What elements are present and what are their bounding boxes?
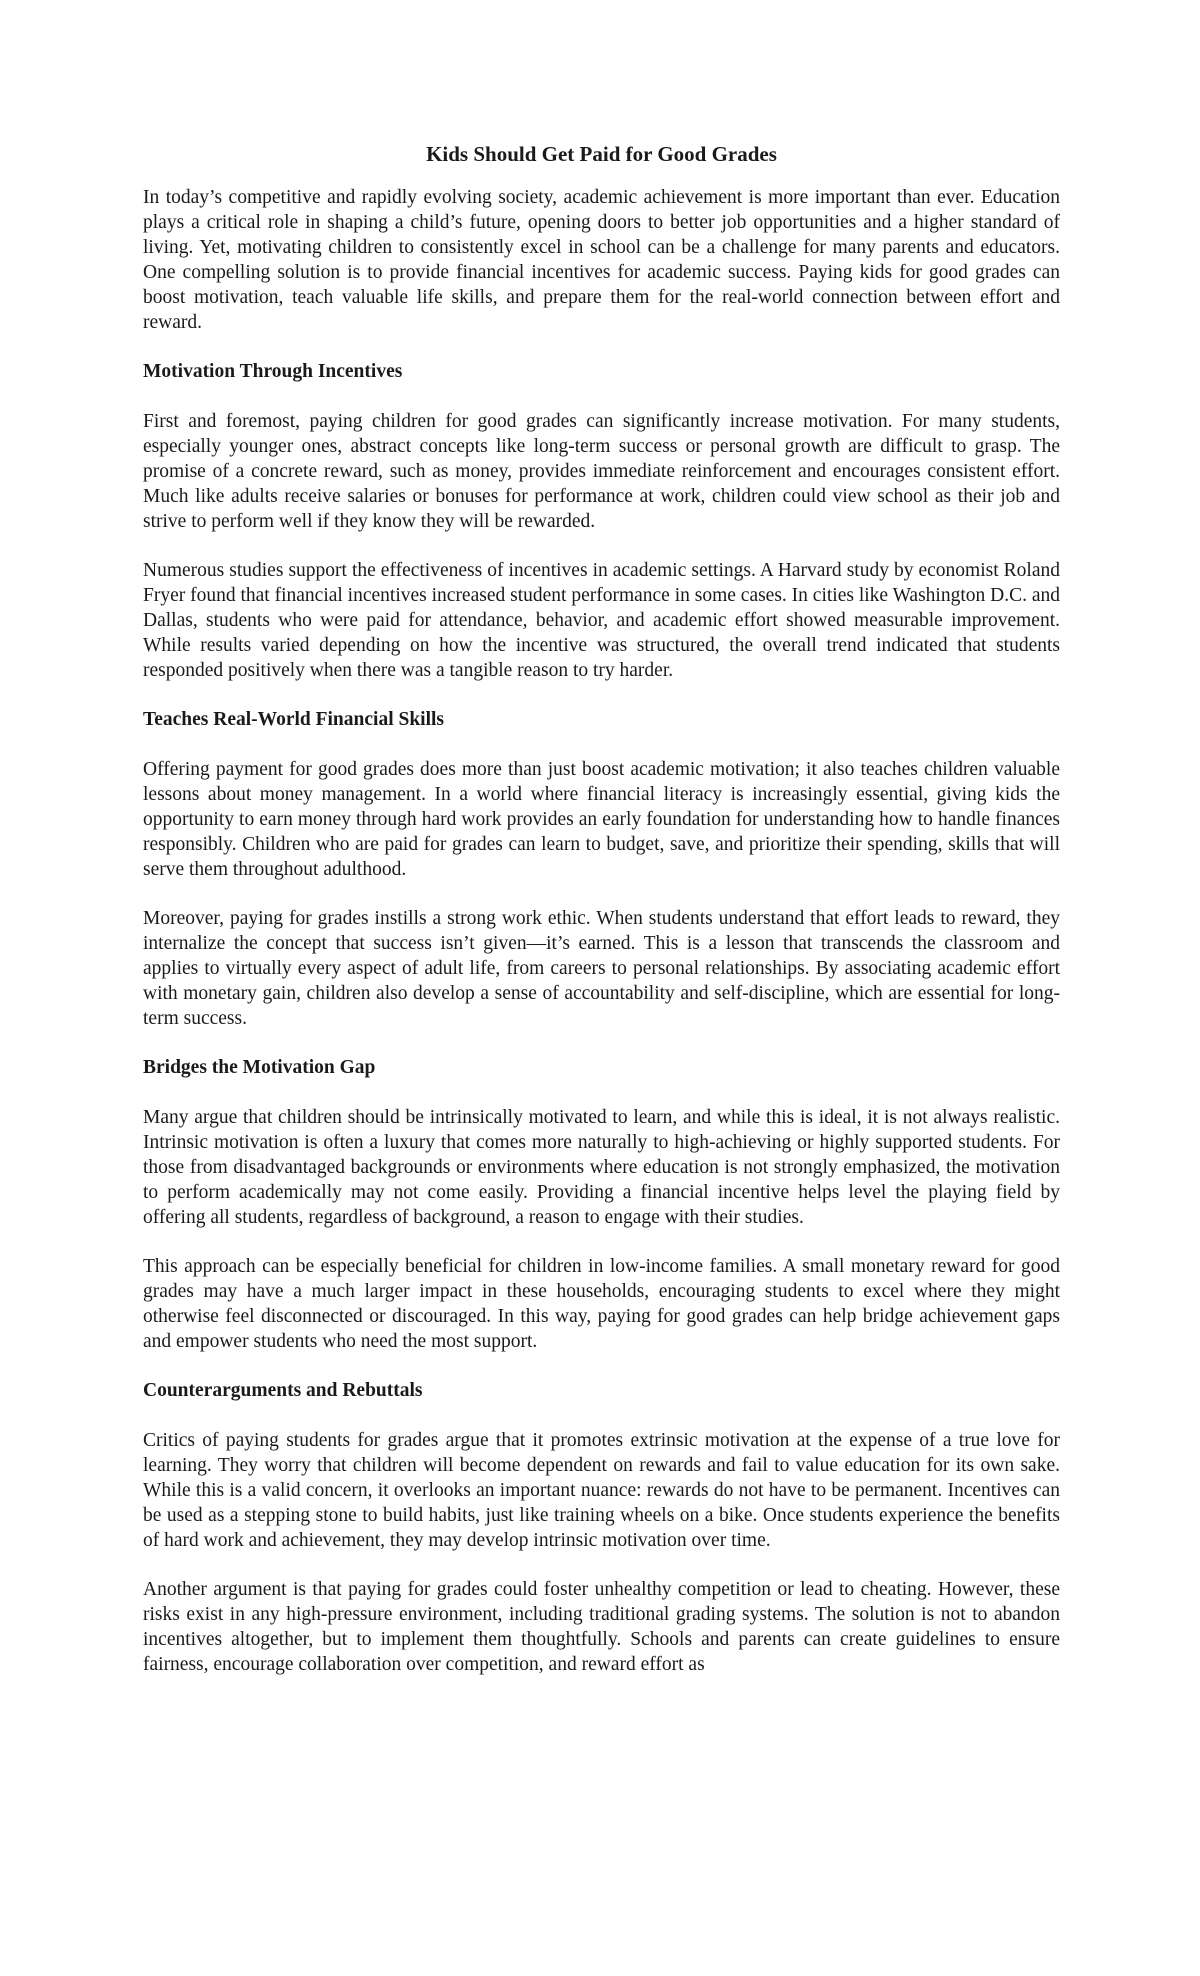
body-paragraph: Moreover, paying for grades instills a strong work ethic. When students understand that effort leads to reward, they internalize the concept that success isn’t given—it’s earned. This is a lesson that transcends the classroom and applies to virtually every aspect of adult life, from careers to personal relationships. By associating academic effort with monetary gain, children also develop a sense of accountability and self-discipline, which are essential for long-term success.	[143, 908, 1060, 1029]
section-financial-skills	[143, 707, 1060, 1031]
section-heading: Teaches Real-World Financial Skills	[143, 709, 445, 730]
body-paragraph: Another argument is that paying for grades could foster unhealthy competition or lead to cheating. However, these risks exist in any high-pressure environment, including traditional grading systems. The solution is not to abandon incentives altogether, but to implement them thoughtfully. Schools and parents can create guidelines to ensure fairness, encourage collaboration over competition, and reward effort as	[143, 1579, 1060, 1675]
document-title: Kids Should Get Paid for Good Grades	[426, 142, 777, 166]
section-motivation-gap	[143, 1055, 1060, 1354]
body-paragraph: Numerous studies support the effectiveness of incentives in academic settings. A Harvard study by economist Roland Fryer found that financial incentives increased student performance in some cases. In cities like Washington D.C. and Dallas, students who were paid for attendance, behavior, and academic effort showed measurable improvement. While results varied depending on how the incentive was structured, the overall trend indicated that students responded positively when there was a tangible reason to try harder.	[143, 560, 1061, 681]
document-body	[143, 140, 1060, 1701]
section-heading: Counterarguments and Rebuttals	[143, 1380, 423, 1401]
section-heading: Motivation Through Incentives	[143, 361, 403, 382]
body-paragraph: Offering payment for good grades does more than just boost academic motivation; it also teaches children valuable lessons about money management. In a world where financial literacy is increasingly essential, giving kids the opportunity to earn money through hard work provides an early foundation for understanding how to handle finances responsibly. Children who are paid for grades can learn to budget, save, and prioritize their spending, skills that will serve them throughout adulthood.	[143, 759, 1060, 880]
section-heading: Bridges the Motivation Gap	[143, 1057, 376, 1078]
section-motivation	[143, 359, 1060, 683]
body-paragraph: This approach can be especially beneficial for children in low-income families. A small monetary reward for good grades may have a much larger impact in these households, encouraging students to excel where they might otherwise feel disconnected or discouraged. In this way, paying for good grades can help bridge achievement gaps and empower students who need the most support.	[143, 1256, 1060, 1352]
body-paragraph: Many argue that children should be intrinsically motivated to learn, and while this is ideal, it is not always realistic. Intrinsic motivation is often a luxury that comes more naturally to high-achieving or highly supported students. For those from disadvantaged backgrounds or environments where education is not strongly emphasized, the motivation to perform academically may not come easily. Providing a financial incentive helps level the playing field by offering all students, regardless of background, a reason to engage with their studies.	[143, 1107, 1060, 1228]
intro-paragraph: In today’s competitive and rapidly evolving society, academic achievement is more important than ever. Education plays a critical role in shaping a child’s future, opening doors to better job opportunities and a higher standard of living. Yet, motivating children to consistently excel in school can be a challenge for many parents and educators. One compelling solution is to provide financial incentives for academic success. Paying kids for good grades can boost motivation, teach valuable life skills, and prepare them for the real-world connection between effort and reward.	[143, 187, 1060, 333]
section-counterarguments	[143, 1378, 1060, 1677]
body-paragraph: Critics of paying students for grades argue that it promotes extrinsic motivation at the expense of a true love for learning. They worry that children will become dependent on rewards and fail to value education for its own sake. While this is a valid concern, it overlooks an important nuance: rewards do not have to be permanent. Incentives can be used as a stepping stone to build habits, just like training wheels on a bike. Once students experience the benefits of hard work and achievement, they may develop intrinsic motivation over time.	[143, 1430, 1060, 1551]
body-paragraph: First and foremost, paying children for good grades can significantly increase motivation. For many students, especially younger ones, abstract concepts like long-term success or personal growth are difficult to grasp. The promise of a concrete reward, such as money, provides immediate reinforcement and encourages consistent effort. Much like adults receive salaries or bonuses for performance at work, children could view school as their job and strive to perform well if they know they will be rewarded.	[143, 411, 1060, 532]
